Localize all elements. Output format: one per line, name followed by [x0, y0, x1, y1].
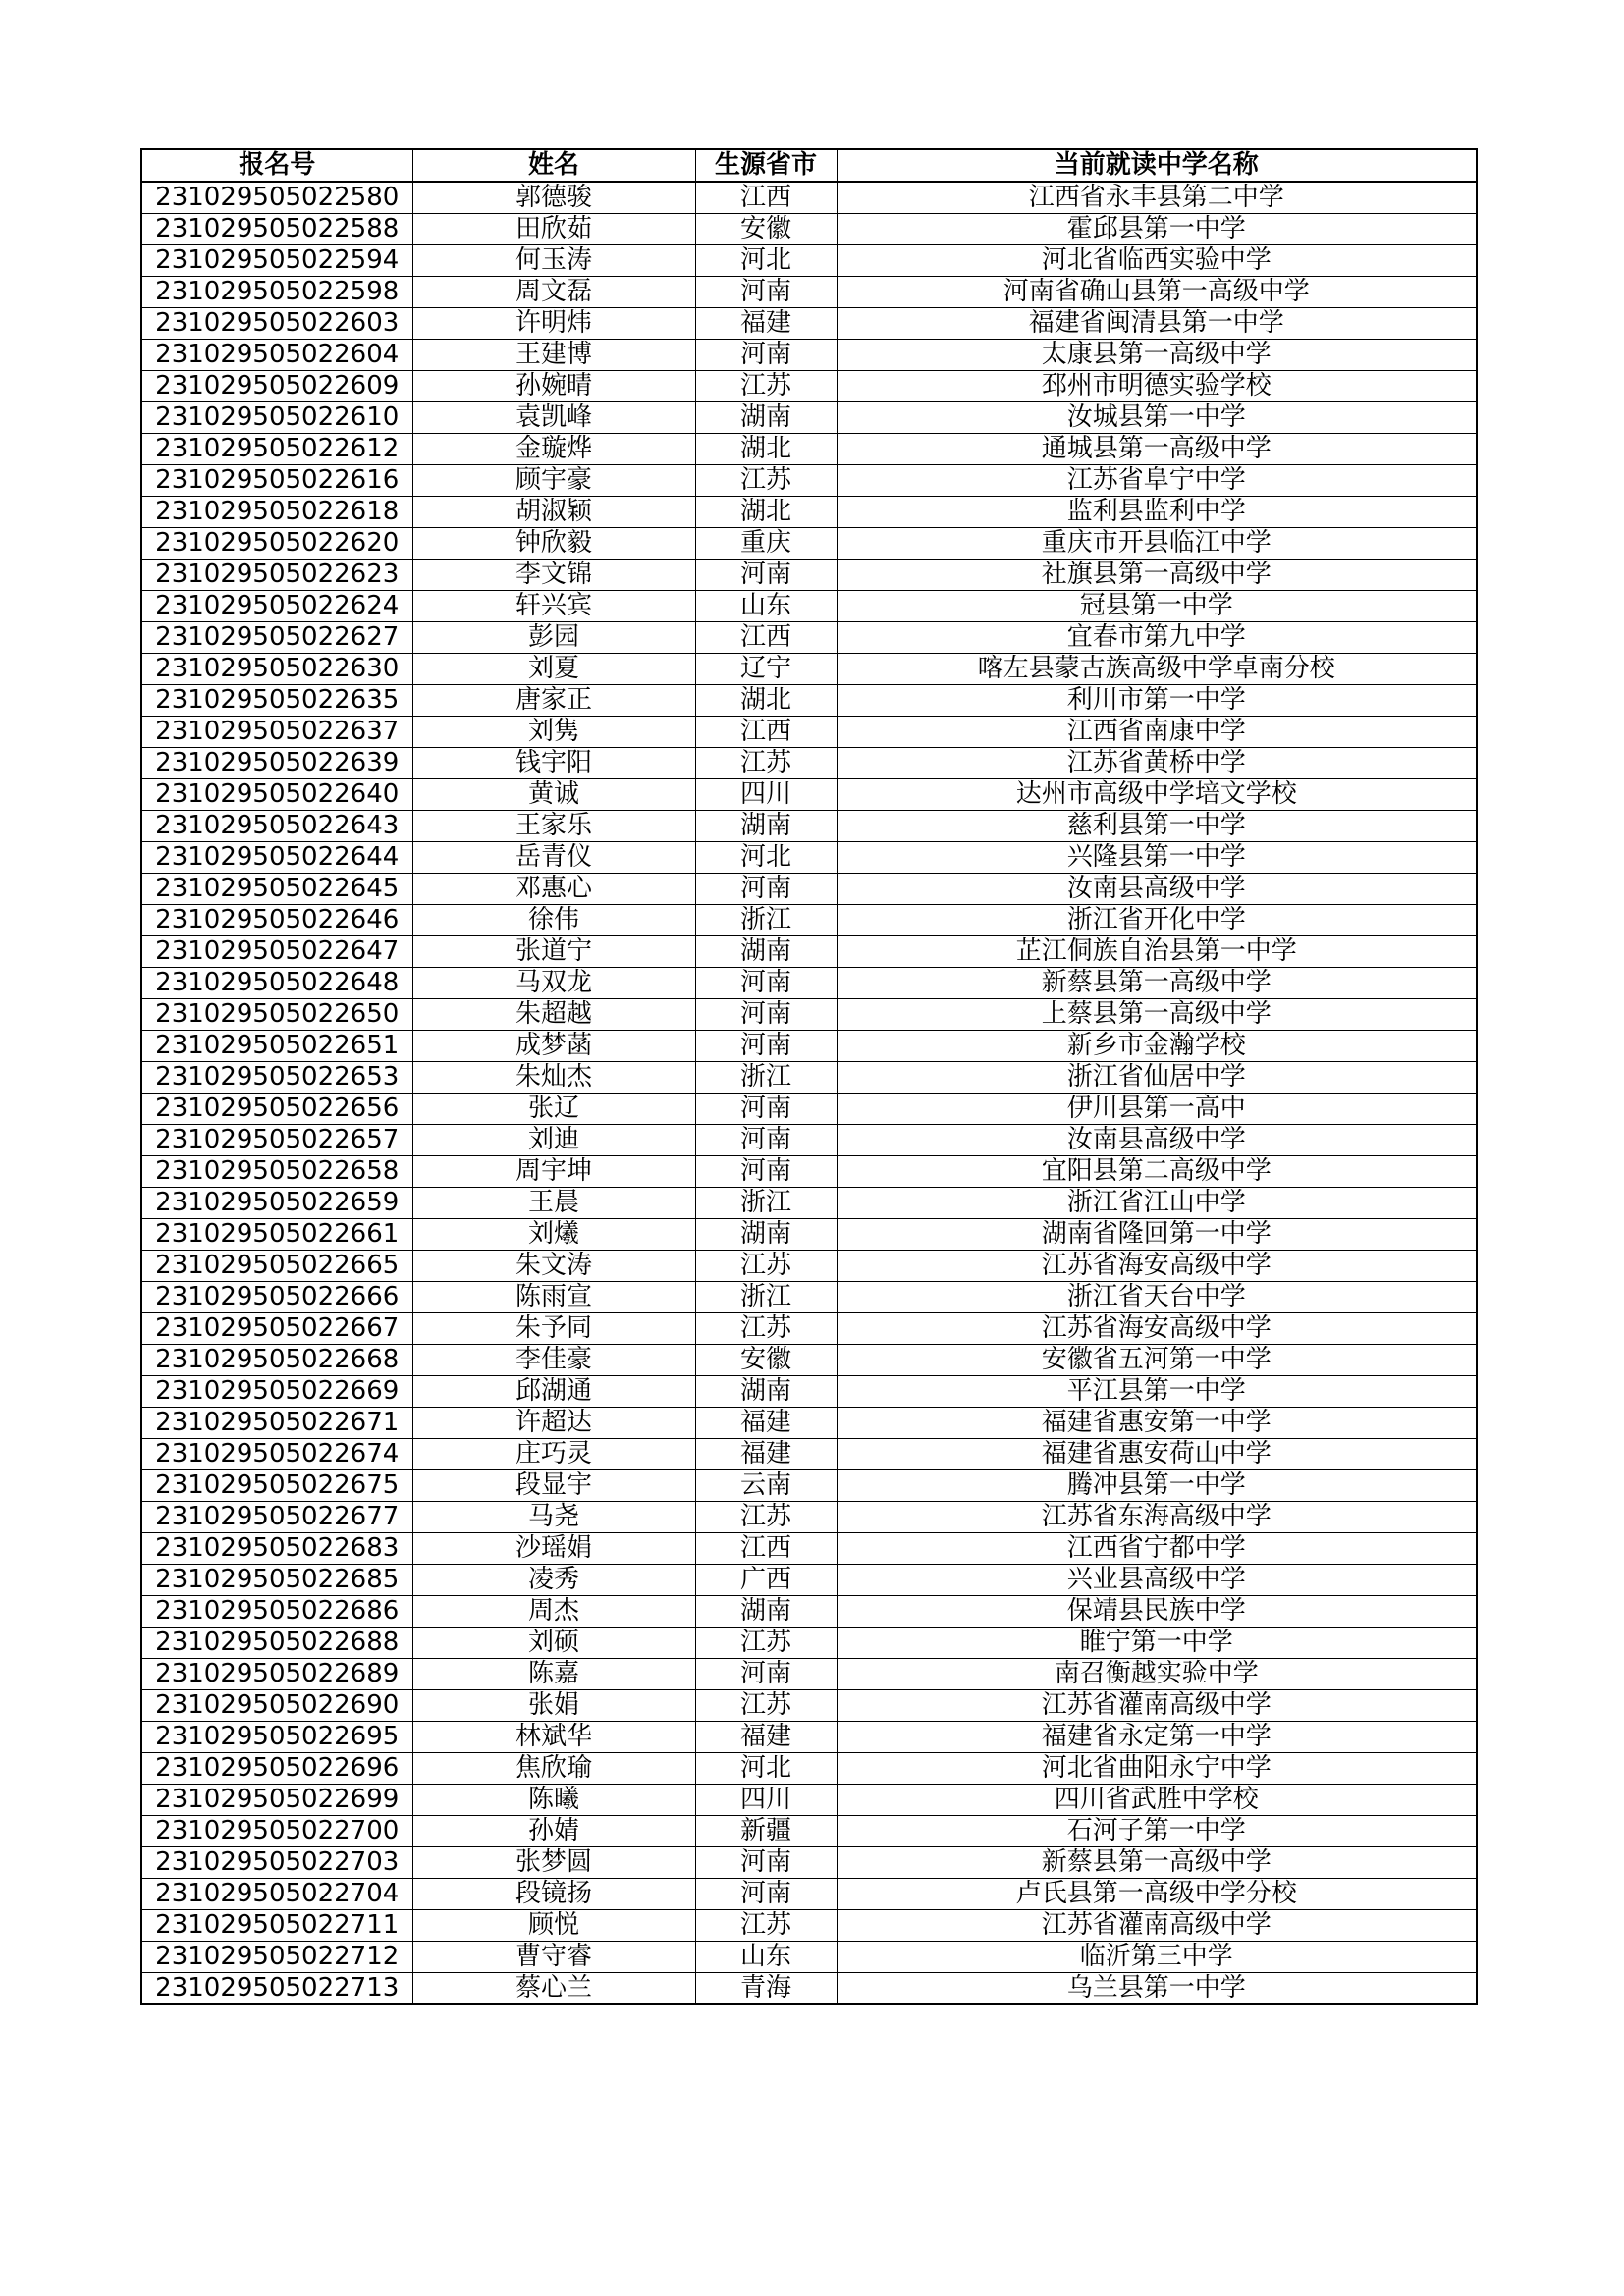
- table-row: [141, 1753, 1477, 1785]
- school-cell: 腾冲县第一中学: [837, 1470, 1477, 1502]
- name-cell: 朱文涛: [412, 1251, 695, 1282]
- province-cell: 河南: [695, 560, 837, 591]
- school-cell: 汝南县高级中学: [837, 874, 1477, 905]
- province-cell: 江西: [695, 182, 837, 214]
- name-cell: 曹守睿: [412, 1942, 695, 1973]
- school-cell: 江苏省黄桥中学: [837, 748, 1477, 779]
- province-cell: 河南: [695, 1156, 837, 1188]
- name-cell: 许超达: [412, 1408, 695, 1439]
- registration-number-cell: 231029505022704: [141, 1879, 412, 1910]
- school-cell: 石河子第一中学: [837, 1816, 1477, 1847]
- table-row: [141, 1942, 1477, 1973]
- school-cell: 福建省惠安第一中学: [837, 1408, 1477, 1439]
- province-cell: 重庆: [695, 528, 837, 560]
- registration-number-cell: 231029505022712: [141, 1942, 412, 1973]
- table-row: [141, 371, 1477, 402]
- name-cell: 黄诚: [412, 779, 695, 811]
- province-cell: 福建: [695, 1439, 837, 1470]
- name-cell: 庄巧灵: [412, 1439, 695, 1470]
- school-cell: 南召衡越实验中学: [837, 1659, 1477, 1690]
- table-row: [141, 308, 1477, 340]
- registration-number-cell: 231029505022669: [141, 1376, 412, 1408]
- province-cell: 江苏: [695, 1313, 837, 1345]
- province-cell: 河南: [695, 1879, 837, 1910]
- province-cell: 湖北: [695, 434, 837, 465]
- registration-number-cell: 231029505022609: [141, 371, 412, 402]
- name-cell: 马尧: [412, 1502, 695, 1533]
- name-cell: 轩兴宾: [412, 591, 695, 622]
- table-row: [141, 1596, 1477, 1628]
- table-row: [141, 1565, 1477, 1596]
- school-cell: 江苏省阜宁中学: [837, 465, 1477, 497]
- province-cell: 湖南: [695, 936, 837, 968]
- province-cell: 辽宁: [695, 654, 837, 685]
- registration-number-cell: 231029505022647: [141, 936, 412, 968]
- province-cell: 新疆: [695, 1816, 837, 1847]
- registration-number-cell: 231029505022690: [141, 1690, 412, 1722]
- province-cell: 江西: [695, 1533, 837, 1565]
- registration-number-cell: 231029505022675: [141, 1470, 412, 1502]
- registration-number-cell: 231029505022713: [141, 1973, 412, 2005]
- province-cell: 河南: [695, 968, 837, 999]
- registration-number-cell: 231029505022645: [141, 874, 412, 905]
- school-cell: 新乡市金瀚学校: [837, 1031, 1477, 1062]
- table-row: [141, 1628, 1477, 1659]
- table-row: [141, 1219, 1477, 1251]
- name-cell: 徐伟: [412, 905, 695, 936]
- province-cell: 江苏: [695, 1251, 837, 1282]
- table-row: [141, 811, 1477, 842]
- registration-number-cell: 231029505022696: [141, 1753, 412, 1785]
- registration-number-cell: 231029505022630: [141, 654, 412, 685]
- header-registration-number: 报名号: [141, 149, 412, 182]
- table-body: [141, 182, 1477, 2004]
- school-cell: 冠县第一中学: [837, 591, 1477, 622]
- school-cell: 临沂第三中学: [837, 1942, 1477, 1973]
- name-cell: 孙婧: [412, 1816, 695, 1847]
- school-cell: 睢宁第一中学: [837, 1628, 1477, 1659]
- registration-number-cell: 231029505022618: [141, 497, 412, 528]
- registration-number-cell: 231029505022610: [141, 402, 412, 434]
- school-cell: 四川省武胜中学校: [837, 1785, 1477, 1816]
- province-cell: 云南: [695, 1470, 837, 1502]
- table-row: [141, 1879, 1477, 1910]
- registration-number-cell: 231029505022594: [141, 245, 412, 277]
- school-cell: 浙江省开化中学: [837, 905, 1477, 936]
- table-row: [141, 654, 1477, 685]
- registration-number-cell: 231029505022588: [141, 214, 412, 245]
- province-cell: 福建: [695, 308, 837, 340]
- province-cell: 浙江: [695, 905, 837, 936]
- registration-number-cell: 231029505022661: [141, 1219, 412, 1251]
- header-province: 生源省市: [695, 149, 837, 182]
- province-cell: 福建: [695, 1408, 837, 1439]
- registration-number-cell: 231029505022658: [141, 1156, 412, 1188]
- province-cell: 湖南: [695, 811, 837, 842]
- registration-number-cell: 231029505022665: [141, 1251, 412, 1282]
- school-cell: 兴业县高级中学: [837, 1565, 1477, 1596]
- table-row: [141, 1188, 1477, 1219]
- school-cell: 江西省南康中学: [837, 717, 1477, 748]
- name-cell: 段显宇: [412, 1470, 695, 1502]
- registration-number-cell: 231029505022711: [141, 1910, 412, 1942]
- school-cell: 达州市高级中学培文学校: [837, 779, 1477, 811]
- table-row: [141, 1439, 1477, 1470]
- registration-number-cell: 231029505022653: [141, 1062, 412, 1094]
- table-row: [141, 214, 1477, 245]
- registration-number-cell: 231029505022689: [141, 1659, 412, 1690]
- province-cell: 江苏: [695, 1910, 837, 1942]
- registration-number-cell: 231029505022683: [141, 1533, 412, 1565]
- registration-number-cell: 231029505022604: [141, 340, 412, 371]
- name-cell: 王晨: [412, 1188, 695, 1219]
- school-cell: 慈利县第一中学: [837, 811, 1477, 842]
- province-cell: 山东: [695, 1942, 837, 1973]
- school-cell: 监利县监利中学: [837, 497, 1477, 528]
- table-row: [141, 717, 1477, 748]
- province-cell: 安徽: [695, 214, 837, 245]
- province-cell: 山东: [695, 591, 837, 622]
- province-cell: 江苏: [695, 465, 837, 497]
- name-cell: 刘爔: [412, 1219, 695, 1251]
- name-cell: 岳青仪: [412, 842, 695, 874]
- registration-number-cell: 231029505022703: [141, 1847, 412, 1879]
- table-row: [141, 968, 1477, 999]
- name-cell: 焦欣瑜: [412, 1753, 695, 1785]
- province-cell: 江苏: [695, 1628, 837, 1659]
- table-row: [141, 622, 1477, 654]
- school-cell: 河南省确山县第一高级中学: [837, 277, 1477, 308]
- name-cell: 袁凯峰: [412, 402, 695, 434]
- province-cell: 河北: [695, 1753, 837, 1785]
- school-cell: 保靖县民族中学: [837, 1596, 1477, 1628]
- table-row: [141, 1722, 1477, 1753]
- table-row: [141, 936, 1477, 968]
- school-cell: 湖南省隆回第一中学: [837, 1219, 1477, 1251]
- province-cell: 湖南: [695, 1596, 837, 1628]
- name-cell: 邱湖通: [412, 1376, 695, 1408]
- province-cell: 河南: [695, 1031, 837, 1062]
- table-row: [141, 905, 1477, 936]
- school-cell: 江苏省灌南高级中学: [837, 1690, 1477, 1722]
- province-cell: 湖北: [695, 497, 837, 528]
- table-row: [141, 1125, 1477, 1156]
- province-cell: 广西: [695, 1565, 837, 1596]
- registration-number-cell: 231029505022671: [141, 1408, 412, 1439]
- header-name: 姓名: [412, 149, 695, 182]
- table-row: [141, 1690, 1477, 1722]
- name-cell: 钟欣毅: [412, 528, 695, 560]
- table-row: [141, 1533, 1477, 1565]
- table-row: [141, 1251, 1477, 1282]
- school-cell: 江苏省东海高级中学: [837, 1502, 1477, 1533]
- table-row: [141, 1031, 1477, 1062]
- name-cell: 张辽: [412, 1094, 695, 1125]
- name-cell: 朱予同: [412, 1313, 695, 1345]
- name-cell: 王建博: [412, 340, 695, 371]
- school-cell: 太康县第一高级中学: [837, 340, 1477, 371]
- school-cell: 乌兰县第一中学: [837, 1973, 1477, 2005]
- name-cell: 孙婉晴: [412, 371, 695, 402]
- province-cell: 浙江: [695, 1188, 837, 1219]
- table-row: [141, 1376, 1477, 1408]
- table-row: [141, 434, 1477, 465]
- table-row: [141, 779, 1477, 811]
- name-cell: 朱超越: [412, 999, 695, 1031]
- school-cell: 宜阳县第二高级中学: [837, 1156, 1477, 1188]
- registration-number-cell: 231029505022644: [141, 842, 412, 874]
- name-cell: 钱宇阳: [412, 748, 695, 779]
- school-cell: 浙江省仙居中学: [837, 1062, 1477, 1094]
- school-cell: 江西省永丰县第二中学: [837, 182, 1477, 214]
- registration-number-cell: 231029505022635: [141, 685, 412, 717]
- name-cell: 顾宇豪: [412, 465, 695, 497]
- registration-number-cell: 231029505022685: [141, 1565, 412, 1596]
- table-row: [141, 1659, 1477, 1690]
- school-cell: 宜春市第九中学: [837, 622, 1477, 654]
- school-cell: 芷江侗族自治县第一中学: [837, 936, 1477, 968]
- school-cell: 浙江省江山中学: [837, 1188, 1477, 1219]
- school-cell: 浙江省天台中学: [837, 1282, 1477, 1313]
- name-cell: 刘夏: [412, 654, 695, 685]
- name-cell: 刘迪: [412, 1125, 695, 1156]
- province-cell: 四川: [695, 779, 837, 811]
- province-cell: 江苏: [695, 371, 837, 402]
- name-cell: 蔡心兰: [412, 1973, 695, 2005]
- province-cell: 湖南: [695, 1219, 837, 1251]
- table-row: [141, 1094, 1477, 1125]
- province-cell: 河南: [695, 1847, 837, 1879]
- table-row: [141, 497, 1477, 528]
- school-cell: 上蔡县第一高级中学: [837, 999, 1477, 1031]
- province-cell: 福建: [695, 1722, 837, 1753]
- name-cell: 顾悦: [412, 1910, 695, 1942]
- registration-number-cell: 231029505022700: [141, 1816, 412, 1847]
- registration-number-cell: 231029505022650: [141, 999, 412, 1031]
- table-row: [141, 1282, 1477, 1313]
- table-row: [141, 245, 1477, 277]
- province-cell: 河南: [695, 340, 837, 371]
- name-cell: 沙瑶娟: [412, 1533, 695, 1565]
- registration-number-cell: 231029505022637: [141, 717, 412, 748]
- province-cell: 河南: [695, 1125, 837, 1156]
- name-cell: 林斌华: [412, 1722, 695, 1753]
- province-cell: 江苏: [695, 1502, 837, 1533]
- name-cell: 许明炜: [412, 308, 695, 340]
- registration-number-cell: 231029505022695: [141, 1722, 412, 1753]
- school-cell: 河北省临西实验中学: [837, 245, 1477, 277]
- province-cell: 河南: [695, 277, 837, 308]
- province-cell: 江西: [695, 717, 837, 748]
- name-cell: 金璇烨: [412, 434, 695, 465]
- province-cell: 河南: [695, 1094, 837, 1125]
- registration-number-cell: 231029505022688: [141, 1628, 412, 1659]
- name-cell: 段镜扬: [412, 1879, 695, 1910]
- province-cell: 河北: [695, 245, 837, 277]
- province-cell: 浙江: [695, 1062, 837, 1094]
- school-cell: 兴隆县第一中学: [837, 842, 1477, 874]
- name-cell: 马双龙: [412, 968, 695, 999]
- name-cell: 陈曦: [412, 1785, 695, 1816]
- name-cell: 何玉涛: [412, 245, 695, 277]
- table-row: [141, 277, 1477, 308]
- province-cell: 河北: [695, 842, 837, 874]
- registration-number-cell: 231029505022624: [141, 591, 412, 622]
- name-cell: 邓惠心: [412, 874, 695, 905]
- table-row: [141, 560, 1477, 591]
- registration-number-cell: 231029505022639: [141, 748, 412, 779]
- school-cell: 江苏省灌南高级中学: [837, 1910, 1477, 1942]
- table-row: [141, 1345, 1477, 1376]
- school-cell: 平江县第一中学: [837, 1376, 1477, 1408]
- registration-number-cell: 231029505022603: [141, 308, 412, 340]
- table-row: [141, 1973, 1477, 2005]
- registration-number-cell: 231029505022686: [141, 1596, 412, 1628]
- name-cell: 张道宁: [412, 936, 695, 968]
- name-cell: 成梦菡: [412, 1031, 695, 1062]
- school-cell: 福建省惠安荷山中学: [837, 1439, 1477, 1470]
- table-row: [141, 842, 1477, 874]
- province-cell: 江苏: [695, 1690, 837, 1722]
- province-cell: 四川: [695, 1785, 837, 1816]
- registration-number-cell: 231029505022580: [141, 182, 412, 214]
- province-cell: 河南: [695, 1659, 837, 1690]
- table-row: [141, 528, 1477, 560]
- registration-number-cell: 231029505022651: [141, 1031, 412, 1062]
- table-row: [141, 591, 1477, 622]
- name-cell: 李佳豪: [412, 1345, 695, 1376]
- school-cell: 河北省曲阳永宁中学: [837, 1753, 1477, 1785]
- registration-number-cell: 231029505022627: [141, 622, 412, 654]
- table-row: [141, 182, 1477, 214]
- registration-number-cell: 231029505022699: [141, 1785, 412, 1816]
- province-cell: 江西: [695, 622, 837, 654]
- school-cell: 新蔡县第一高级中学: [837, 968, 1477, 999]
- school-cell: 卢氏县第一高级中学分校: [837, 1879, 1477, 1910]
- name-cell: 刘硕: [412, 1628, 695, 1659]
- name-cell: 胡淑颖: [412, 497, 695, 528]
- registration-number-cell: 231029505022666: [141, 1282, 412, 1313]
- school-cell: 江苏省海安高级中学: [837, 1251, 1477, 1282]
- header-school: 当前就读中学名称: [837, 149, 1477, 182]
- school-cell: 安徽省五河第一中学: [837, 1345, 1477, 1376]
- registration-number-cell: 231029505022657: [141, 1125, 412, 1156]
- table-row: [141, 999, 1477, 1031]
- school-cell: 社旗县第一高级中学: [837, 560, 1477, 591]
- registration-number-cell: 231029505022674: [141, 1439, 412, 1470]
- name-cell: 周文磊: [412, 277, 695, 308]
- table-row: [141, 1816, 1477, 1847]
- school-cell: 重庆市开县临江中学: [837, 528, 1477, 560]
- registration-number-cell: 231029505022612: [141, 434, 412, 465]
- registration-number-cell: 231029505022620: [141, 528, 412, 560]
- province-cell: 河南: [695, 999, 837, 1031]
- school-cell: 霍邱县第一中学: [837, 214, 1477, 245]
- registration-number-cell: 231029505022668: [141, 1345, 412, 1376]
- registration-number-cell: 231029505022598: [141, 277, 412, 308]
- school-cell: 利川市第一中学: [837, 685, 1477, 717]
- school-cell: 福建省永定第一中学: [837, 1722, 1477, 1753]
- registration-number-cell: 231029505022623: [141, 560, 412, 591]
- school-cell: 通城县第一高级中学: [837, 434, 1477, 465]
- province-cell: 安徽: [695, 1345, 837, 1376]
- name-cell: 刘隽: [412, 717, 695, 748]
- province-cell: 湖北: [695, 685, 837, 717]
- registration-number-cell: 231029505022643: [141, 811, 412, 842]
- name-cell: 张梦圆: [412, 1847, 695, 1879]
- registration-number-cell: 231029505022667: [141, 1313, 412, 1345]
- table-row: [141, 1910, 1477, 1942]
- table-row: [141, 340, 1477, 371]
- name-cell: 周杰: [412, 1596, 695, 1628]
- registration-number-cell: 231029505022646: [141, 905, 412, 936]
- school-cell: 江苏省海安高级中学: [837, 1313, 1477, 1345]
- registration-number-cell: 231029505022640: [141, 779, 412, 811]
- province-cell: 湖南: [695, 402, 837, 434]
- table-row: [141, 685, 1477, 717]
- table-row: [141, 748, 1477, 779]
- registration-number-cell: 231029505022659: [141, 1188, 412, 1219]
- name-cell: 唐家正: [412, 685, 695, 717]
- school-cell: 福建省闽清县第一中学: [837, 308, 1477, 340]
- name-cell: 郭德骏: [412, 182, 695, 214]
- school-cell: 江西省宁都中学: [837, 1533, 1477, 1565]
- school-cell: 伊川县第一高中: [837, 1094, 1477, 1125]
- province-cell: 湖南: [695, 1376, 837, 1408]
- province-cell: 青海: [695, 1973, 837, 2005]
- table-header-row: [141, 149, 1477, 182]
- registration-number-cell: 231029505022656: [141, 1094, 412, 1125]
- table-row: [141, 874, 1477, 905]
- table-row: [141, 1847, 1477, 1879]
- name-cell: 王家乐: [412, 811, 695, 842]
- name-cell: 陈嘉: [412, 1659, 695, 1690]
- name-cell: 周宇坤: [412, 1156, 695, 1188]
- registration-number-cell: 231029505022648: [141, 968, 412, 999]
- name-cell: 李文锦: [412, 560, 695, 591]
- table-row: [141, 1062, 1477, 1094]
- school-cell: 喀左县蒙古族高级中学卓南分校: [837, 654, 1477, 685]
- table-row: [141, 1502, 1477, 1533]
- name-cell: 彭园: [412, 622, 695, 654]
- table-row: [141, 465, 1477, 497]
- table-row: [141, 1156, 1477, 1188]
- school-cell: 汝城县第一中学: [837, 402, 1477, 434]
- admission-list-table: [140, 148, 1478, 2005]
- province-cell: 江苏: [695, 748, 837, 779]
- province-cell: 河南: [695, 874, 837, 905]
- name-cell: 田欣茹: [412, 214, 695, 245]
- name-cell: 朱灿杰: [412, 1062, 695, 1094]
- school-cell: 汝南县高级中学: [837, 1125, 1477, 1156]
- table-row: [141, 1785, 1477, 1816]
- registration-number-cell: 231029505022677: [141, 1502, 412, 1533]
- school-cell: 邳州市明德实验学校: [837, 371, 1477, 402]
- name-cell: 凌秀: [412, 1565, 695, 1596]
- name-cell: 张娟: [412, 1690, 695, 1722]
- registration-number-cell: 231029505022616: [141, 465, 412, 497]
- province-cell: 浙江: [695, 1282, 837, 1313]
- school-cell: 新蔡县第一高级中学: [837, 1847, 1477, 1879]
- table-row: [141, 1408, 1477, 1439]
- table-row: [141, 1313, 1477, 1345]
- name-cell: 陈雨宣: [412, 1282, 695, 1313]
- table-row: [141, 1470, 1477, 1502]
- table-row: [141, 402, 1477, 434]
